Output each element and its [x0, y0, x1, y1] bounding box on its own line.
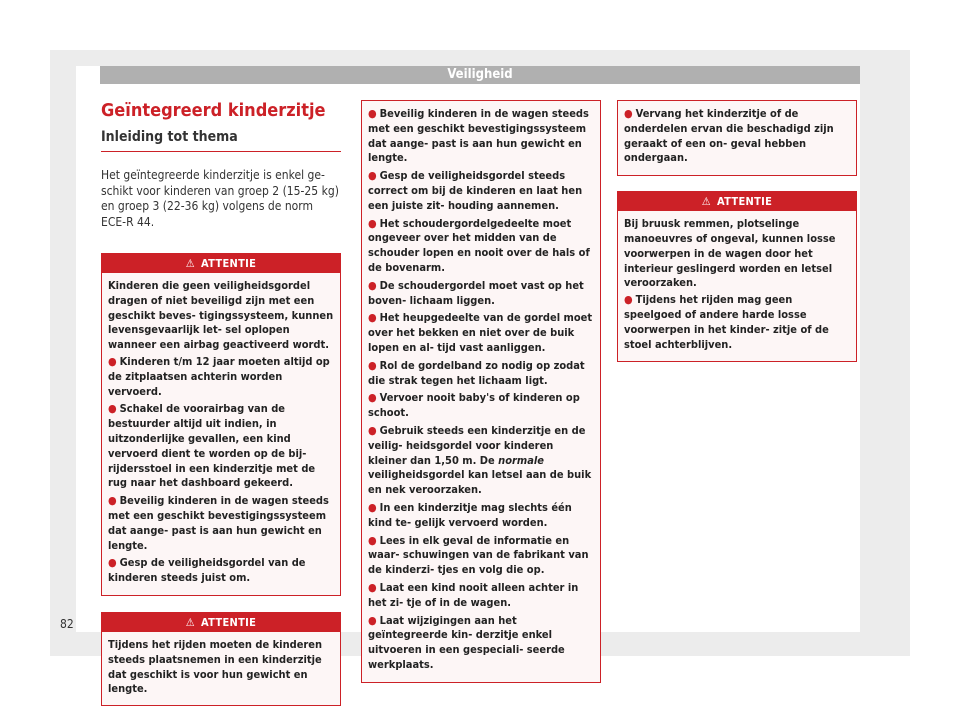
warning-header [102, 254, 340, 273]
warning-paragraph: Kinderen die geen veiligheidsgordel dragen of niet beveiligd zijn met een geschikt beves- tigingssysteem, kunnen levensgevaarlijk let- sel oplopen wanneer een airbag geactiveerd wordt. [108, 279, 334, 352]
bullet-dot-icon: ● [368, 391, 377, 405]
bullet-dot-icon: ● [368, 311, 377, 325]
list-item [368, 424, 594, 498]
bullet-dot-icon: ● [368, 358, 377, 372]
section-header: Veiligheid [100, 66, 860, 84]
list-item-text: Gebruik steeds een kinderzitje en de veilig- heidsgordel voor kinderen kleiner dan 1,50 m. De [368, 423, 586, 467]
list-item-text: Schakel de voorairbag van de bestuurder altijd uit indien, in uitzonderlijke gevallen, een kind vervoerd dient te worden op de bij- rijdersstoel in een kinderzitje met de rug naar het dashboard gekeerd. [108, 402, 316, 490]
list-item-text: Kinderen t/m 12 jaar moeten altijd op de zitplaatsen achterin worden vervoerd. [108, 354, 330, 398]
page-number: 82 [60, 617, 74, 631]
bullet-dot-icon: ● [108, 556, 117, 570]
bullet-dot-icon: ● [368, 278, 377, 292]
list-item-text: Vervoer nooit baby's of kinderen op schoot. [368, 391, 580, 420]
warning-box [617, 191, 857, 362]
intro-paragraph: Het geïntegreerde kinderzitje is enkel ge- schikt voor kinderen van groep 2 (15-25 kg) en groep 3 (22-36 kg) volgens de norm ECE-R 44. [101, 168, 339, 229]
list-item-text: Het heupgedeelte van de gordel moet over het bekken en niet over de buik lopen en al- tijd vast aanliggen. [368, 311, 593, 354]
warning-list [108, 355, 334, 586]
bullet-dot-icon: ● [108, 494, 117, 508]
warning-box-continued [617, 100, 857, 176]
list-item [368, 501, 594, 531]
list-item [368, 614, 594, 673]
list-item [368, 534, 594, 578]
bullet-dot-icon: ● [108, 354, 117, 368]
warning-triangle-icon: ⚠ [185, 257, 195, 270]
bullet-dot-icon: ● [624, 107, 633, 120]
list-item-text: Gesp de veiligheidsgordel steeds correct om bij de kinderen en laat hen een juiste zit- houding aannemen. [368, 169, 583, 212]
bullet-dot-icon: ● [368, 216, 377, 230]
bullet-dot-icon: ● [624, 293, 633, 307]
column-middle [361, 100, 601, 683]
warning-label: ATTENTIE [716, 195, 773, 209]
list-item [624, 293, 850, 352]
bullet-dot-icon: ● [368, 169, 377, 183]
warning-body [102, 632, 340, 705]
list-item [368, 169, 594, 213]
list-item [368, 311, 594, 355]
warning-box-continued [361, 100, 601, 683]
emphasis-text: normale [498, 453, 544, 467]
list-item [368, 391, 594, 421]
list-item-text: Beveilig kinderen in de wagen steeds met een geschikt bevestigingssysteem dat aange- past is aan hun gewicht en lengte. [368, 107, 589, 165]
list-item [108, 494, 334, 553]
page-subtitle: Inleiding tot thema [101, 129, 341, 152]
list-item [108, 355, 334, 399]
warning-list [624, 293, 850, 352]
list-item [108, 556, 334, 586]
warning-body [618, 101, 856, 175]
list-item-text: Laat wijzigingen aan het geïntegreerde kin- derzitje enkel uitvoeren in een gespeciali- seerde werkplaats. [368, 613, 565, 671]
list-item-text: Gesp de veiligheidsgordel van de kinderen steeds juist om. [108, 556, 306, 585]
warning-header [618, 192, 856, 211]
list-item-text: Tijdens het rijden mag geen speelgoed of andere harde losse voorwerpen in het kinder- zitje of de stoel achterblijven. [624, 293, 829, 351]
list-item-text: Het schoudergordelgedeelte moet ongeveer over het midden van de schouder lopen en nooit over de hals of de bovenarm. [368, 216, 590, 274]
warning-triangle-icon: ⚠ [185, 615, 195, 629]
warning-list [624, 107, 850, 166]
list-item-text: Rol de gordelband zo nodig op zodat die strak tegen het lichaam ligt. [368, 358, 585, 387]
column-left [101, 100, 341, 706]
list-item [624, 107, 850, 166]
warning-triangle-icon: ⚠ [701, 195, 711, 209]
list-item-text: In een kinderzitje mag slechts één kind te- gelijk vervoerd worden. [368, 500, 572, 529]
list-item [368, 581, 594, 611]
bullet-dot-icon: ● [368, 500, 377, 514]
bullet-dot-icon: ● [368, 533, 377, 547]
page-title: Geïntegreerd kinderzitje [101, 100, 326, 121]
list-item-text: Lees in elk geval de informatie en waar- schuwingen van de fabrikant van de kinderzi- tjes en volg die op. [368, 533, 589, 577]
warning-box [101, 612, 341, 706]
list-item [368, 359, 594, 389]
list-item-text: veiligheidsgordel kan letsel aan de buik en nek veroorzaken. [368, 468, 592, 497]
list-item [108, 402, 334, 491]
bullet-dot-icon: ● [368, 580, 377, 594]
list-item-text: De schoudergordel moet vast op het boven- lichaam liggen. [368, 278, 584, 307]
list-item-text: Beveilig kinderen in de wagen steeds met een geschikt bevestigingssysteem dat aange- past is aan hun gewicht en lengte. [108, 494, 329, 552]
list-item [368, 107, 594, 166]
warning-paragraph: Bij bruusk remmen, plotselinge manoeuvres of ongeval, kunnen losse voorwerpen in de wagen door het interieur geslingerd worden en letsel veroorzaken. [624, 217, 836, 290]
warning-paragraph: Tijdens het rijden moeten de kinderen steeds plaatsnemen in een kinderzitje dat geschikt is voor hun gewicht en lengte. [108, 637, 323, 696]
column-right [617, 100, 857, 362]
bullet-dot-icon: ● [108, 402, 117, 416]
warning-body [618, 211, 856, 361]
warning-body [102, 273, 340, 595]
warning-body [362, 101, 600, 682]
warning-box [101, 253, 341, 596]
warning-label: ATTENTIE [200, 615, 257, 629]
bullet-dot-icon: ● [368, 613, 377, 627]
list-item-text: Vervang het kinderzitje of de onderdelen ervan die beschadigd zijn geraakt of een on- geval hebben ondergaan. [624, 107, 834, 165]
bullet-dot-icon: ● [368, 423, 377, 437]
bullet-dot-icon: ● [368, 107, 377, 120]
warning-list [368, 107, 594, 673]
warning-label: ATTENTIE [200, 257, 257, 270]
list-item [368, 279, 594, 309]
list-item [368, 217, 594, 276]
list-item-text: Laat een kind nooit alleen achter in het zi- tje of in de wagen. [368, 580, 579, 609]
warning-header [102, 613, 340, 632]
